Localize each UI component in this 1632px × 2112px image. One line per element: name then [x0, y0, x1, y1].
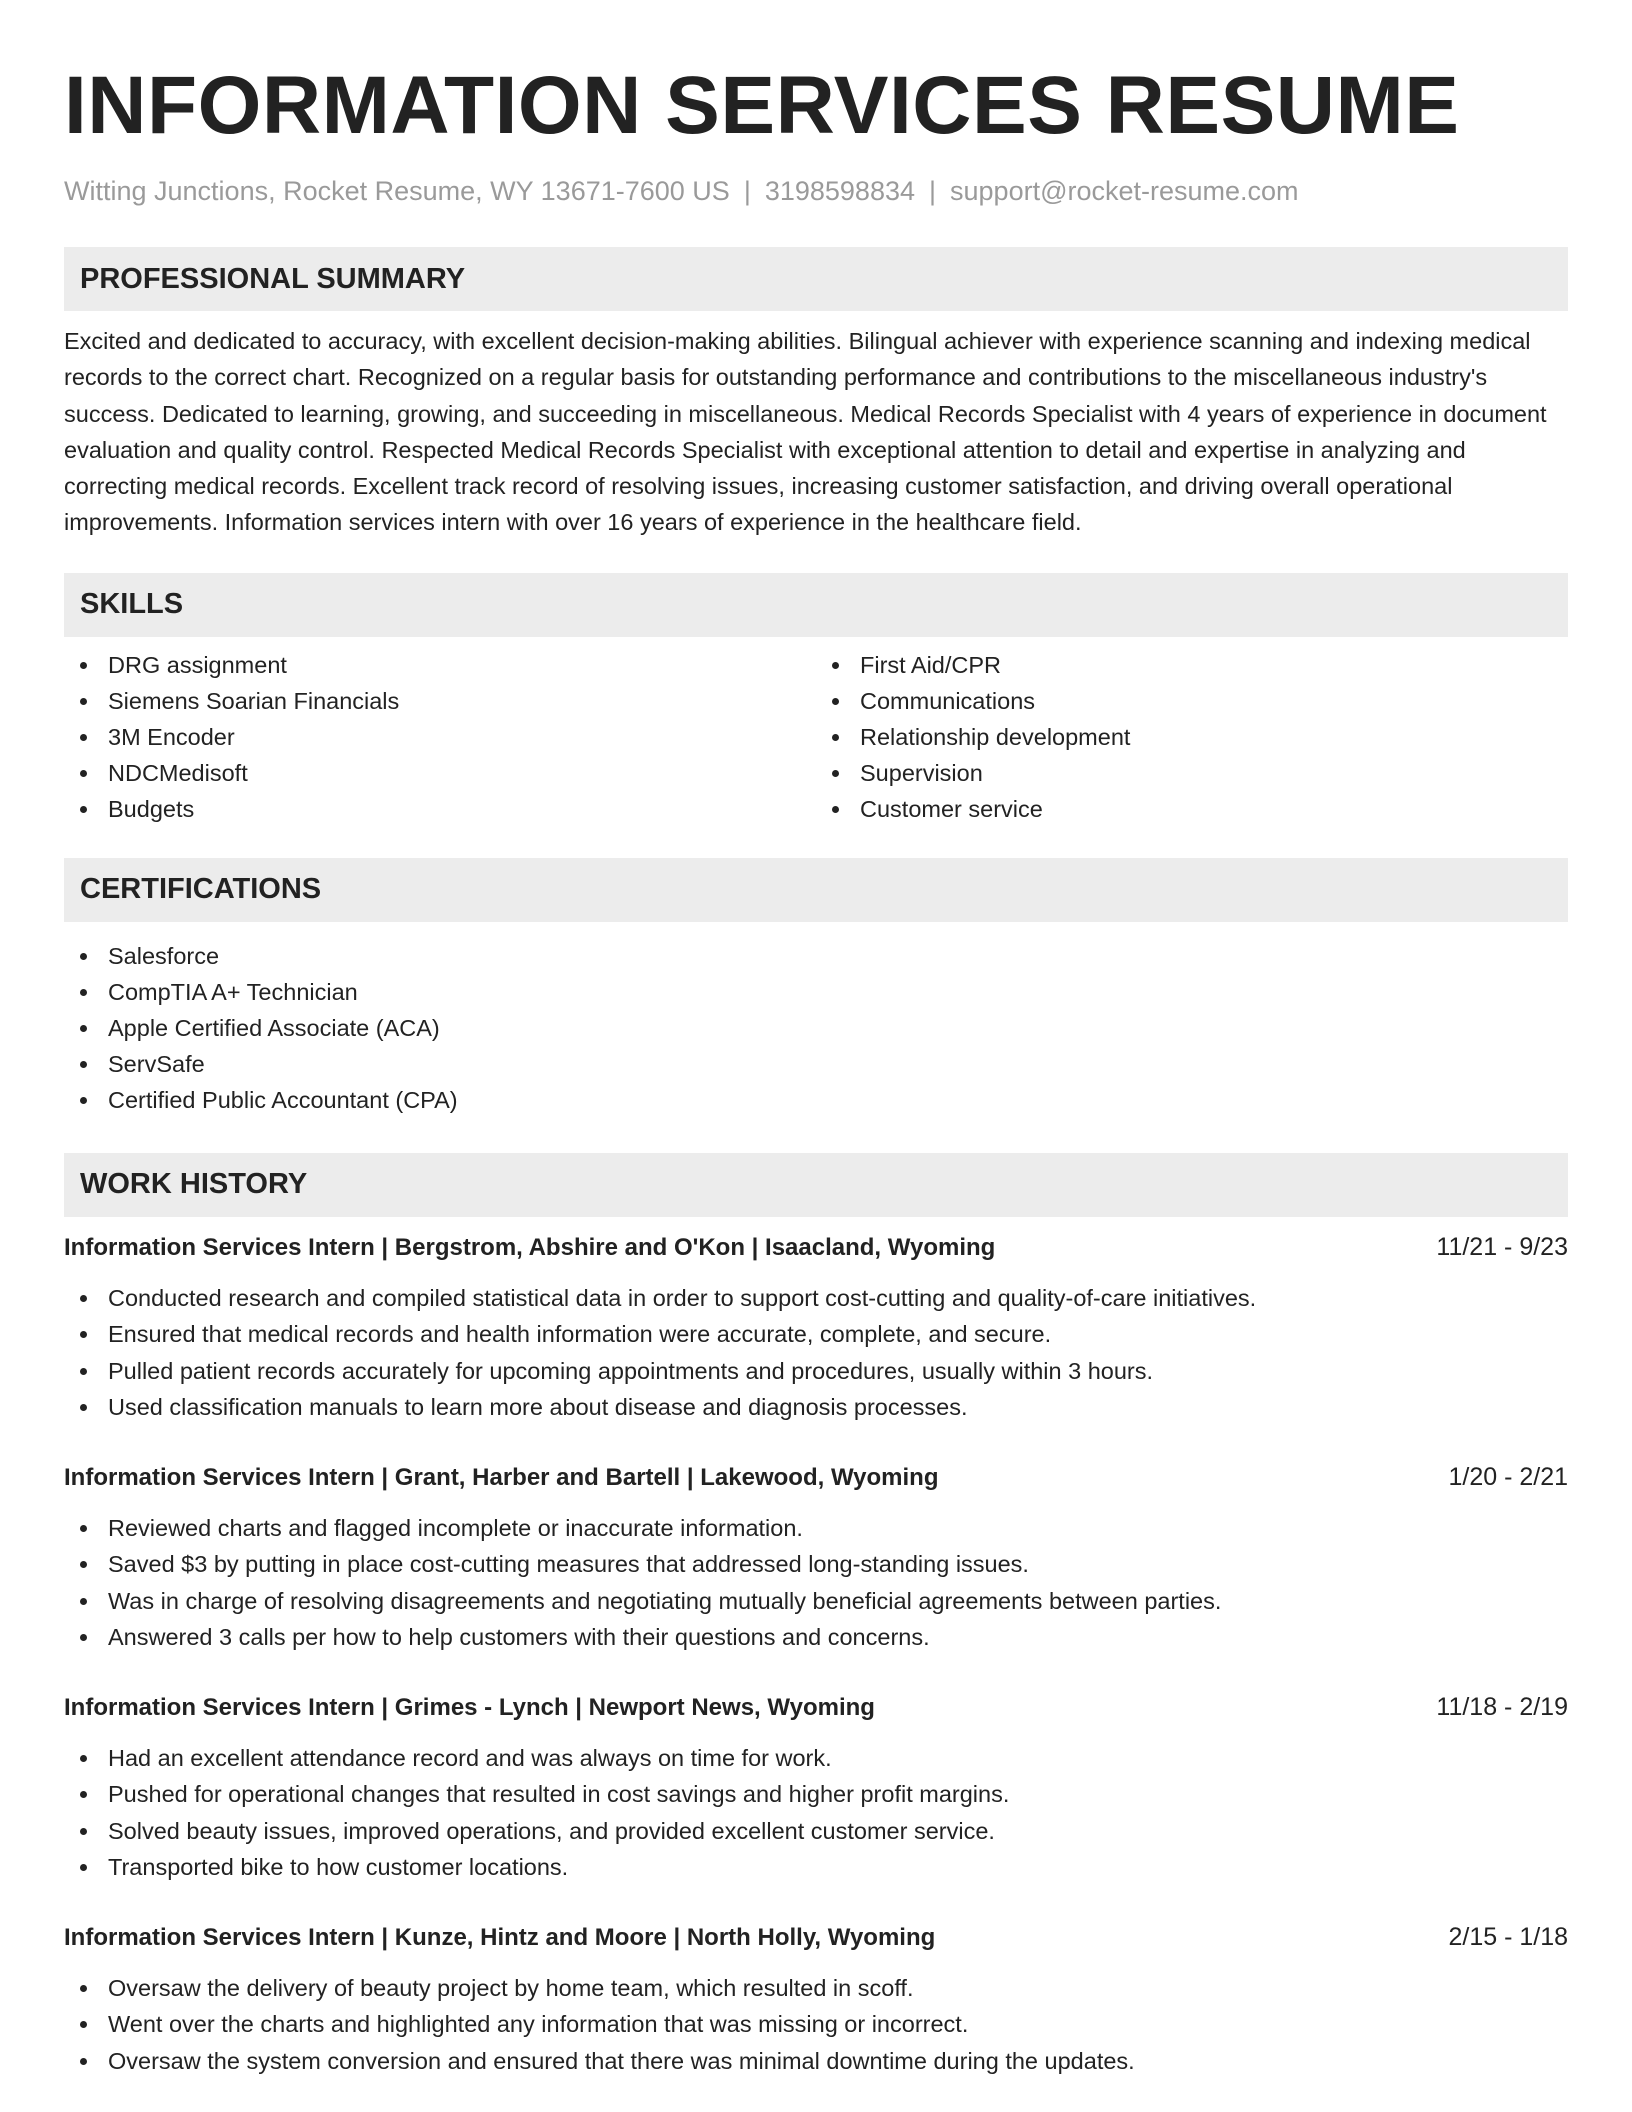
certification-item: Salesforce	[64, 938, 1568, 974]
job-bullet: Transported bike to how customer locations.	[64, 1849, 1568, 1886]
skill-item: Customer service	[816, 791, 1568, 827]
contact-line	[64, 174, 1568, 208]
section-header-summary: PROFESSIONAL SUMMARY	[64, 247, 1568, 311]
skills-list-right	[816, 647, 1568, 827]
job-bullet: Ensured that medical records and health information were accurate, complete, and secure.	[64, 1316, 1568, 1353]
certifications-section	[64, 858, 1568, 1118]
summary-section	[64, 247, 1568, 541]
section-header-certifications: CERTIFICATIONS	[64, 858, 1568, 922]
skill-item: DRG assignment	[64, 647, 816, 683]
contact-separator: |	[929, 176, 937, 206]
skills-section	[64, 573, 1568, 827]
job-bullet: Oversaw the system conversion and ensured that there was minimal downtime during the updates.	[64, 2043, 1568, 2080]
skill-item: Supervision	[816, 755, 1568, 791]
job-dates: 1/20 - 2/21	[1448, 1462, 1568, 1491]
certification-item: ServSafe	[64, 1046, 1568, 1082]
skill-item: Relationship development	[816, 719, 1568, 755]
skill-item: Communications	[816, 683, 1568, 719]
job-title: Information Services Intern | Grimes - Lynch | Newport News, Wyoming	[64, 1693, 875, 1721]
job-dates: 11/21 - 9/23	[1436, 1232, 1568, 1261]
contact-separator: |	[743, 176, 751, 206]
job-title: Information Services Intern | Bergstrom, Abshire and O'Kon | Isaacland, Wyoming	[64, 1233, 996, 1261]
job-header	[64, 1689, 1568, 1726]
job-bullets	[64, 1970, 1568, 2080]
job-dates: 2/15 - 1/18	[1448, 1922, 1568, 1951]
job-entry	[64, 1229, 1568, 1426]
certification-item: Certified Public Accountant (CPA)	[64, 1082, 1568, 1118]
skill-item: First Aid/CPR	[816, 647, 1568, 683]
job-bullet: Pulled patient records accurately for upcoming appointments and procedures, usually within 3 hours.	[64, 1353, 1568, 1390]
job-header	[64, 1919, 1568, 1956]
job-title: Information Services Intern | Grant, Harber and Bartell | Lakewood, Wyoming	[64, 1463, 939, 1491]
job-header	[64, 1229, 1568, 1266]
skill-item: Siemens Soarian Financials	[64, 683, 816, 719]
section-header-work-history: WORK HISTORY	[64, 1153, 1568, 1217]
job-bullet: Had an excellent attendance record and was always on time for work.	[64, 1740, 1568, 1777]
job-entry	[64, 1459, 1568, 1656]
job-bullets	[64, 1280, 1568, 1426]
contact-address: Witting Junctions, Rocket Resume, WY 13671-7600 US	[64, 176, 730, 206]
skill-item: Budgets	[64, 791, 816, 827]
job-header	[64, 1459, 1568, 1496]
skills-list-left	[64, 647, 816, 827]
skills-columns	[64, 647, 1568, 827]
job-bullet: Conducted research and compiled statistical data in order to support cost-cutting and quality-of-care initiatives.	[64, 1280, 1568, 1317]
job-title: Information Services Intern | Kunze, Hintz and Moore | North Holly, Wyoming	[64, 1923, 936, 1951]
skill-item: NDCMedisoft	[64, 755, 816, 791]
summary-text: Excited and dedicated to accuracy, with excellent decision-making abilities. Bilingual achiever with experience scanning and indexing medical records to the correct chart. Recognized on a regular basis for outstanding performance and contributions to the miscellaneous industry's success. Dedicated to learning, growing, and succeeding in miscellaneous. Medical Records Specialist with 4 years of experience in document evaluation and quality control. Respected Medical Records Specialist with exceptional attention to detail and expertise in analyzing and correcting medical records. Excellent track record of resolving issues, increasing customer satisfaction, and driving overall operational improvements. Information services intern with over 16 years of experience in the healthcare field.	[64, 328, 1547, 536]
certification-item: CompTIA A+ Technician	[64, 974, 1568, 1010]
certification-item: Apple Certified Associate (ACA)	[64, 1010, 1568, 1046]
job-bullet: Went over the charts and highlighted any information that was missing or incorrect.	[64, 2006, 1568, 2043]
job-bullet: Reviewed charts and flagged incomplete or inaccurate information.	[64, 1510, 1568, 1547]
section-header-skills: SKILLS	[64, 573, 1568, 637]
job-entry	[64, 1919, 1568, 2080]
job-bullet: Oversaw the delivery of beauty project by home team, which resulted in scoff.	[64, 1970, 1568, 2007]
contact-phone: 3198598834	[764, 176, 915, 206]
job-bullet: Was in charge of resolving disagreements and negotiating mutually beneficial agreements between parties.	[64, 1583, 1568, 1620]
job-dates: 11/18 - 2/19	[1436, 1692, 1568, 1721]
job-bullets	[64, 1510, 1568, 1656]
job-bullet: Saved $3 by putting in place cost-cutting measures that addressed long-standing issues.	[64, 1546, 1568, 1583]
skill-item: 3M Encoder	[64, 719, 816, 755]
contact-email: support@rocket-resume.com	[950, 176, 1299, 206]
job-bullets	[64, 1740, 1568, 1886]
job-bullet: Used classification manuals to learn more about disease and diagnosis processes.	[64, 1389, 1568, 1426]
work-history-section	[64, 1153, 1568, 2080]
job-bullet: Pushed for operational changes that resulted in cost savings and higher profit margins.	[64, 1776, 1568, 1813]
job-bullet: Answered 3 calls per how to help customers with their questions and concerns.	[64, 1619, 1568, 1656]
job-entry	[64, 1689, 1568, 1886]
job-bullet: Solved beauty issues, improved operations, and provided excellent customer service.	[64, 1813, 1568, 1850]
certifications-list	[64, 938, 1568, 1118]
resume-title: INFORMATION SERVICES RESUME	[64, 60, 1460, 151]
